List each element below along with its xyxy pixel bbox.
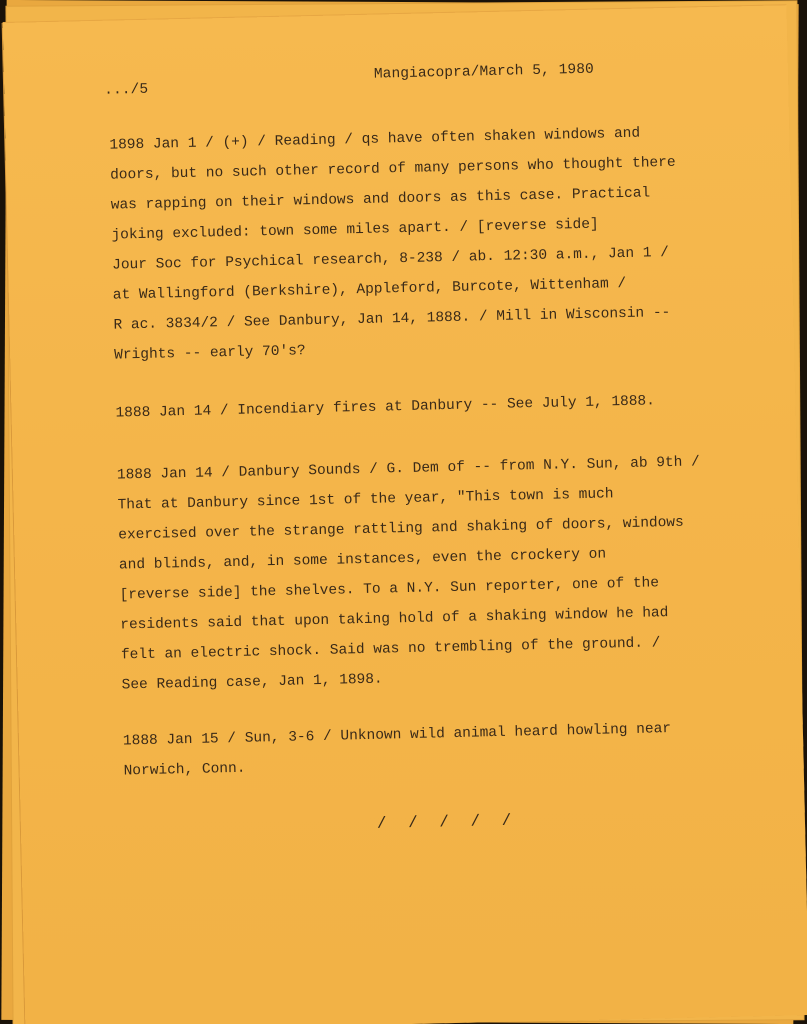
entry-line: R ac. 3834/2 / See Danbury, Jan 14, 1888. / Mill in Wisconsin --	[113, 304, 671, 334]
entry-line: Jour Soc for Psychical research, 8-238 / ab. 12:30 a.m., Jan 1 /	[111, 244, 670, 274]
entry-line: exercised over the strange rattling and shaking of doors, windows	[118, 514, 684, 544]
entry-1888-jan-15	[123, 712, 744, 786]
entry-line: 1888 Jan 14 / Danbury Sounds / G. Dem of -- from N.Y. Sun, ab 9th /	[116, 454, 700, 484]
entry-line: [reverse side] the shelves. To a N.Y. Sun reporter, one of the	[119, 575, 660, 604]
entry-line: Wrights -- early 70's?	[114, 343, 306, 364]
page-marker: .../5	[104, 81, 149, 99]
entry-1888-jan-14-fires	[115, 385, 736, 429]
typed-page	[3, 5, 807, 1024]
entry-line: 1898 Jan 1 / (+) / Reading / qs have often shaken windows and	[109, 125, 641, 154]
entry-line: was rapping on their windows and doors as this case. Practical	[110, 185, 651, 214]
entry-line: Norwich, Conn.	[123, 760, 246, 780]
entry-line: See Reading case, Jan 1, 1898.	[121, 671, 383, 694]
entry-line: residents said that upon taking hold of a shaking window he had	[120, 605, 669, 634]
entry-1888-jan-14-sounds	[117, 446, 742, 700]
entry-line: That at Danbury since 1st of the year, "This town is much	[117, 486, 614, 514]
entry-1898-jan-1	[109, 117, 734, 371]
entry-line: felt an electric shock. Said was no trembling of the ground. /	[120, 635, 661, 664]
entry-line: 1888 Jan 15 / Sun, 3-6 / Unknown wild animal heard howling near	[122, 721, 672, 750]
entry-line: joking excluded: town some miles apart. / [reverse side]	[111, 216, 599, 244]
page-header: Mangiacopra/March 5, 1980	[373, 61, 595, 83]
end-mark: / / / / /	[376, 811, 518, 833]
entry-line: doors, but no such other record of many persons who thought there	[109, 154, 676, 184]
entry-line: at Wallingford (Berkshire), Appleford, Burcote, Wittenham /	[112, 275, 627, 304]
entry-line: and blinds, and, in some instances, even the crockery on	[118, 546, 607, 574]
entry-line: 1888 Jan 14 / Incendiary fires at Danbury -- See July 1, 1888.	[115, 393, 656, 422]
